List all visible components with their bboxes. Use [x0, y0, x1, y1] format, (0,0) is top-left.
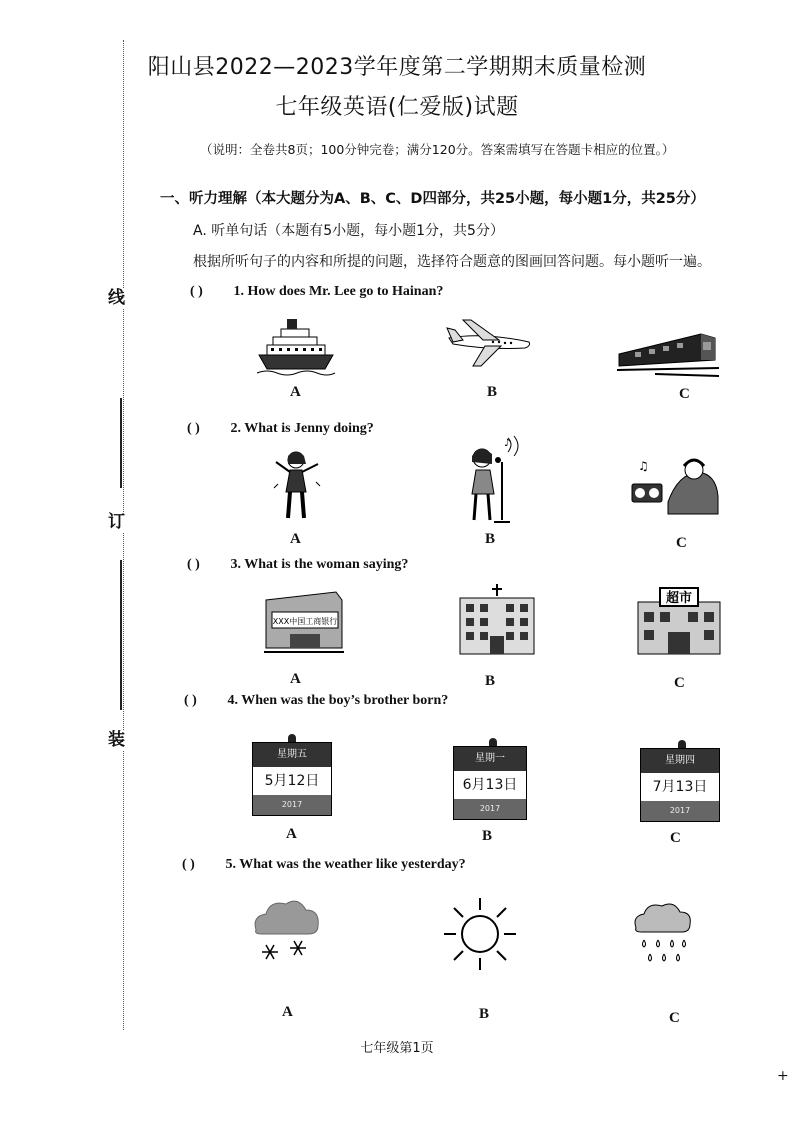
rain-cloud-icon [630, 898, 694, 970]
supermarket-sign-text: 超市 [665, 591, 693, 606]
music-listening-icon [628, 452, 724, 520]
question-2 [187, 421, 374, 437]
answer-bracket[interactable]: ( ) [184, 693, 197, 708]
answer-bracket[interactable]: ( ) [190, 284, 203, 299]
train-icon [615, 320, 721, 380]
hospital-building-icon [456, 584, 538, 658]
sun-icon [440, 894, 520, 974]
supermarket-building-icon [632, 584, 726, 658]
calendar-year: 2017 [641, 801, 719, 821]
calendar-weekday: 星期四 [641, 749, 719, 773]
option-label: C [676, 535, 687, 551]
question-text: 1. How does Mr. Lee go to Hainan? [233, 284, 444, 299]
option-label: A [290, 531, 301, 547]
singing-girl-icon [458, 432, 524, 526]
bank-sign-text: XXX中国工商银行 [272, 617, 338, 626]
binding-dash [120, 560, 122, 710]
dancing-girl-icon [268, 448, 328, 524]
ship-icon [255, 315, 337, 377]
page-title: 阳山县2022—2023学年度第二学期期末质量检测 [147, 55, 647, 80]
binding-char-ding: 订 [108, 512, 125, 532]
option-label: B [487, 384, 498, 400]
calendar-date: 7月13日 [652, 779, 708, 795]
calendar-weekday: 星期一 [454, 747, 526, 771]
question-text: 3. What is the woman saying? [230, 557, 409, 572]
binding-dash [120, 398, 122, 488]
calendar-year: 2017 [454, 799, 526, 819]
question-3 [187, 557, 408, 573]
option-label: B [482, 828, 493, 844]
question-text: 5. What was the weather like yesterday? [225, 857, 466, 872]
instruction-text: 根据所听句子的内容和所提的问题，选择符合题意的图画回答问题。每小题听一遍。 [193, 254, 711, 270]
svg-text:♪: ♪ [504, 438, 511, 449]
calendar-icon [252, 742, 332, 816]
answer-bracket[interactable]: ( ) [182, 857, 195, 872]
option-label: A [286, 826, 297, 842]
option-label: A [290, 671, 301, 687]
option-label: C [669, 1010, 680, 1026]
section-heading: 一、听力理解（本大题分为A、B、C、D四部分，共25小题，每小题1分，共25分） [160, 191, 705, 207]
bank-building-icon [262, 590, 346, 656]
answer-bracket[interactable]: ( ) [187, 421, 200, 436]
exam-note: （说明：全卷共8页；100分钟完卷；满分120分。答案需填写在答题卡相应的位置。） [200, 142, 675, 157]
question-4 [184, 693, 448, 709]
answer-bracket[interactable]: ( ) [187, 557, 200, 572]
question-text: 4. When was the boy’s brother born? [227, 693, 449, 708]
option-label: B [485, 673, 496, 689]
airplane-icon [443, 312, 535, 370]
page-number: 七年级第1页 [360, 1041, 434, 1056]
binding-dotted-line [123, 40, 124, 1030]
corner-mark: + [777, 1068, 789, 1084]
option-label: B [485, 531, 496, 547]
option-label: A [282, 1004, 293, 1020]
calendar-icon [453, 746, 533, 820]
snow-cloud-icon [248, 894, 322, 970]
option-label: B [479, 1006, 490, 1022]
question-1 [190, 284, 443, 300]
part-a-heading: A. 听单句话（本题有5小题，每小题1分，共5分） [193, 223, 504, 239]
binding-char-zhuang: 装 [108, 730, 125, 750]
page-subtitle: 七年级英语(仁爱版)试题 [275, 95, 519, 120]
calendar-date: 5月12日 [264, 773, 320, 789]
option-label: C [670, 830, 681, 846]
calendar-date: 6月13日 [462, 777, 518, 793]
option-label: C [679, 386, 690, 402]
calendar-icon [640, 748, 722, 822]
calendar-weekday: 星期五 [253, 743, 331, 767]
question-5 [182, 857, 466, 873]
svg-text:♫: ♫ [638, 459, 649, 473]
binding-char-xian: 线 [108, 288, 125, 308]
option-label: A [290, 384, 301, 400]
question-text: 2. What is Jenny doing? [230, 421, 374, 436]
calendar-year: 2017 [253, 795, 331, 815]
option-label: C [674, 675, 685, 691]
